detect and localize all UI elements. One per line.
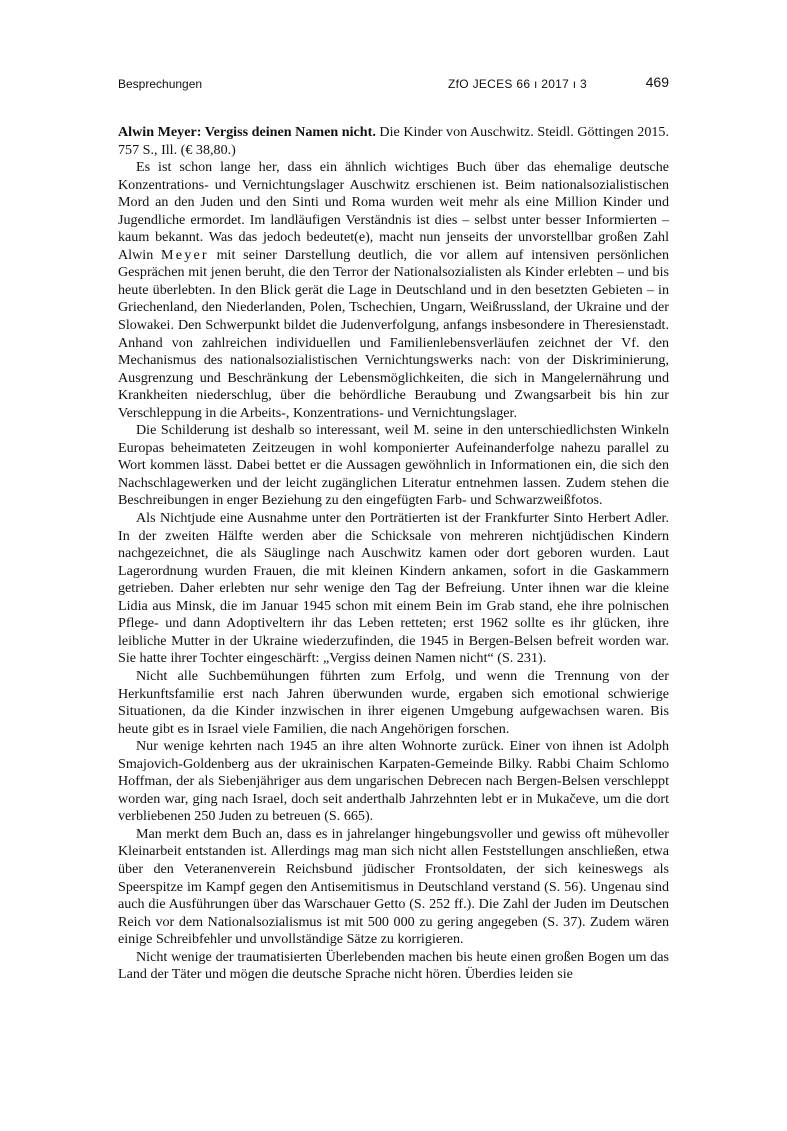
paragraph-7: Nicht wenige der traumatisierten Überlebenden machen bis heute einen großen Bogen um das Land der Täter und mögen die deutsche Sprache nicht hören. Überdies leiden sie xyxy=(118,948,669,983)
paragraph-2: Die Schilderung ist deshalb so interessant, weil M. seine in den unterschiedlichsten Winkeln Europas beheimateten Zeitzeugen in wohl komponierter Aufeinanderfolge nahezu parallel zu Wort kommen lässt. Dabei bettet er die Aussagen gewöhnlich in Informationen ein, die sich den Nachschlagewerken und der leicht zugänglichen Literatur entnehmen lassen. Zudem stehen die Beschreibungen in enger Beziehung zu den eingefügten Farb- und Schwarzweißfotos. xyxy=(118,422,669,509)
paragraph-1-text-a: Es ist schon lange her, dass ein ähnlich wichtiges Buch über das ehemalige deutsche Konzentrations- und Vernichtungslager Auschwitz erschienen ist. Beim nationalsozialistischen Mord an den Juden und den Sinti und Roma wurden weit mehr als eine Million Kinder und Jugendliche ermordet. Im landläufigen Verständnis ist dies – selbst unter besser Informierten – kaum bekannt. Was das jedoch bedeutet(e), macht nun jenseits der unvorstellbar großen Zahl Alwin xyxy=(118,159,669,263)
paragraph-1-text-b: mit seiner Darstellung deutlich, die vor allem auf intensiven persönlichen Gesprächen mit jenen beruht, die den Terror der Nationalsozialisten als Kinder erlebten – und bis heute überlebten. In den Blick gerät die Lage in Deutschland und in den besetzten Gebieten – in Griechenland, den Niederlanden, Polen, Tschechien, Ungarn, Weißrussland, der Ukraine und der Slowakei. Den Schwerpunkt bildet die Judenverfolgung, anfangs insbesondere in Theresienstadt. Anhand von zahlreichen individuellen und Familienlebensverläufen zeichnet der Vf. den Mechanismus des nationalsozialistischen Vernichtungswerks nach: von der Diskriminierung, Ausgrenzung und Beschränkung der Lebensmöglichkeiten, die sich in Mangelernährung und Krankheiten niederschlug, über die behördliche Beraubung und Zwangsarbeit bis hin zur Verschleppung in die Arbeits-, Konzentrations- und Vernichtungslager. xyxy=(118,246,669,421)
book-citation-details: Die Kinder von Auschwitz. Steidl. Göttingen 2015. 757 S., Ill. (€ 38,80.) xyxy=(118,124,669,158)
paragraph-6: Man merkt dem Buch an, dass es in jahrelanger hingebungsvoller und gewiss oft mühevoller Kleinarbeit entstanden ist. Allerdings mag man sich nicht allen Feststellungen anschließen, etwa über den Veteranenverein Reichsbund jüdischer Frontsoldaten, der sich keineswegs als Speerspitze im Kampf gegen den Antisemitismus in Deutschland verstand (S. 56). Ungenau sind auch die Ausführungen über das Warschauer Getto (S. 252 ff.). Die Zahl der Juden im Deutschen Reich vor dem Nationalsozialismus ist mit 500 000 zu gering angegeben (S. 37). Zudem wären einige Schreibfehler und unvollständige Sätze zu korrigieren. xyxy=(118,825,669,948)
running-header xyxy=(118,74,669,94)
journal-issue-label: ZfO JECES 66 ı 2017 ı 3 xyxy=(448,77,587,91)
review-citation xyxy=(118,124,669,159)
book-title: Alwin Meyer: Vergiss deinen Namen nicht. xyxy=(118,124,376,140)
paragraph-5: Nur wenige kehrten nach 1945 an ihre alten Wohnorte zurück. Einer von ihnen ist Adolph Smajovich-Goldenberg aus der ukrainischen Karpaten-Gemeinde Bilky. Rabbi Chaim Schlomo Hoffman, der als Siebenjähriger aus dem ungarischen Debrecen nach Bergen-Belsen verschleppt worden war, ging nach Israel, doch seit anderthalb Jahrzehnten lebt er in Mukačeve, um die dort verbliebenen 250 Juden zu betreuen (S. 665). xyxy=(118,738,669,825)
paragraph-1 xyxy=(118,159,669,422)
section-label: Besprechungen xyxy=(118,77,203,91)
paragraph-4: Nicht alle Suchbemühungen führten zum Erfolg, und wenn die Trennung von der Herkunftsfamilie erst nach Jahren überwunden wurde, ergaben sich emotional schwierige Situationen, da die Kinder inzwischen in ihrer eigenen Umgebung aufgewachsen waren. Bis heute gibt es in Israel viele Familien, die nach Angehörigen forschen. xyxy=(118,667,669,737)
author-name-spaced: Meyer xyxy=(161,246,209,263)
paragraph-3: Als Nichtjude eine Ausnahme unter den Porträtierten ist der Frankfurter Sinto Herbert Adler. In der zweiten Hälfte werden aber die Schicksale von mehreren nichtjüdischen Kindern nachgezeichnet, die als Säuglinge nach Auschwitz kamen oder dort geboren wurden. Laut Lagerordnung wurden Frauen, die mit kleinen Kindern ankamen, sofort in die Gaskammern getrieben. Daher erlebten nur sehr wenige den Tag der Befreiung. Unter ihnen war die kleine Lidia aus Minsk, die im Januar 1945 schon mit einem Bein im Grab stand, ehe ihre polnischen Pflege- und dann Adoptiveltern ihr das Leben retteten; erst 1962 sollte es ihr glücken, ihre leibliche Mutter in der Ukraine wiederzufinden, die 1945 in Bergen-Belsen befreit worden war. Sie hatte ihrer Tochter eingeschärft: „Vergiss deinen Namen nicht“ (S. 231). xyxy=(118,510,669,667)
page-number: 469 xyxy=(645,74,669,90)
review-body xyxy=(118,124,669,984)
